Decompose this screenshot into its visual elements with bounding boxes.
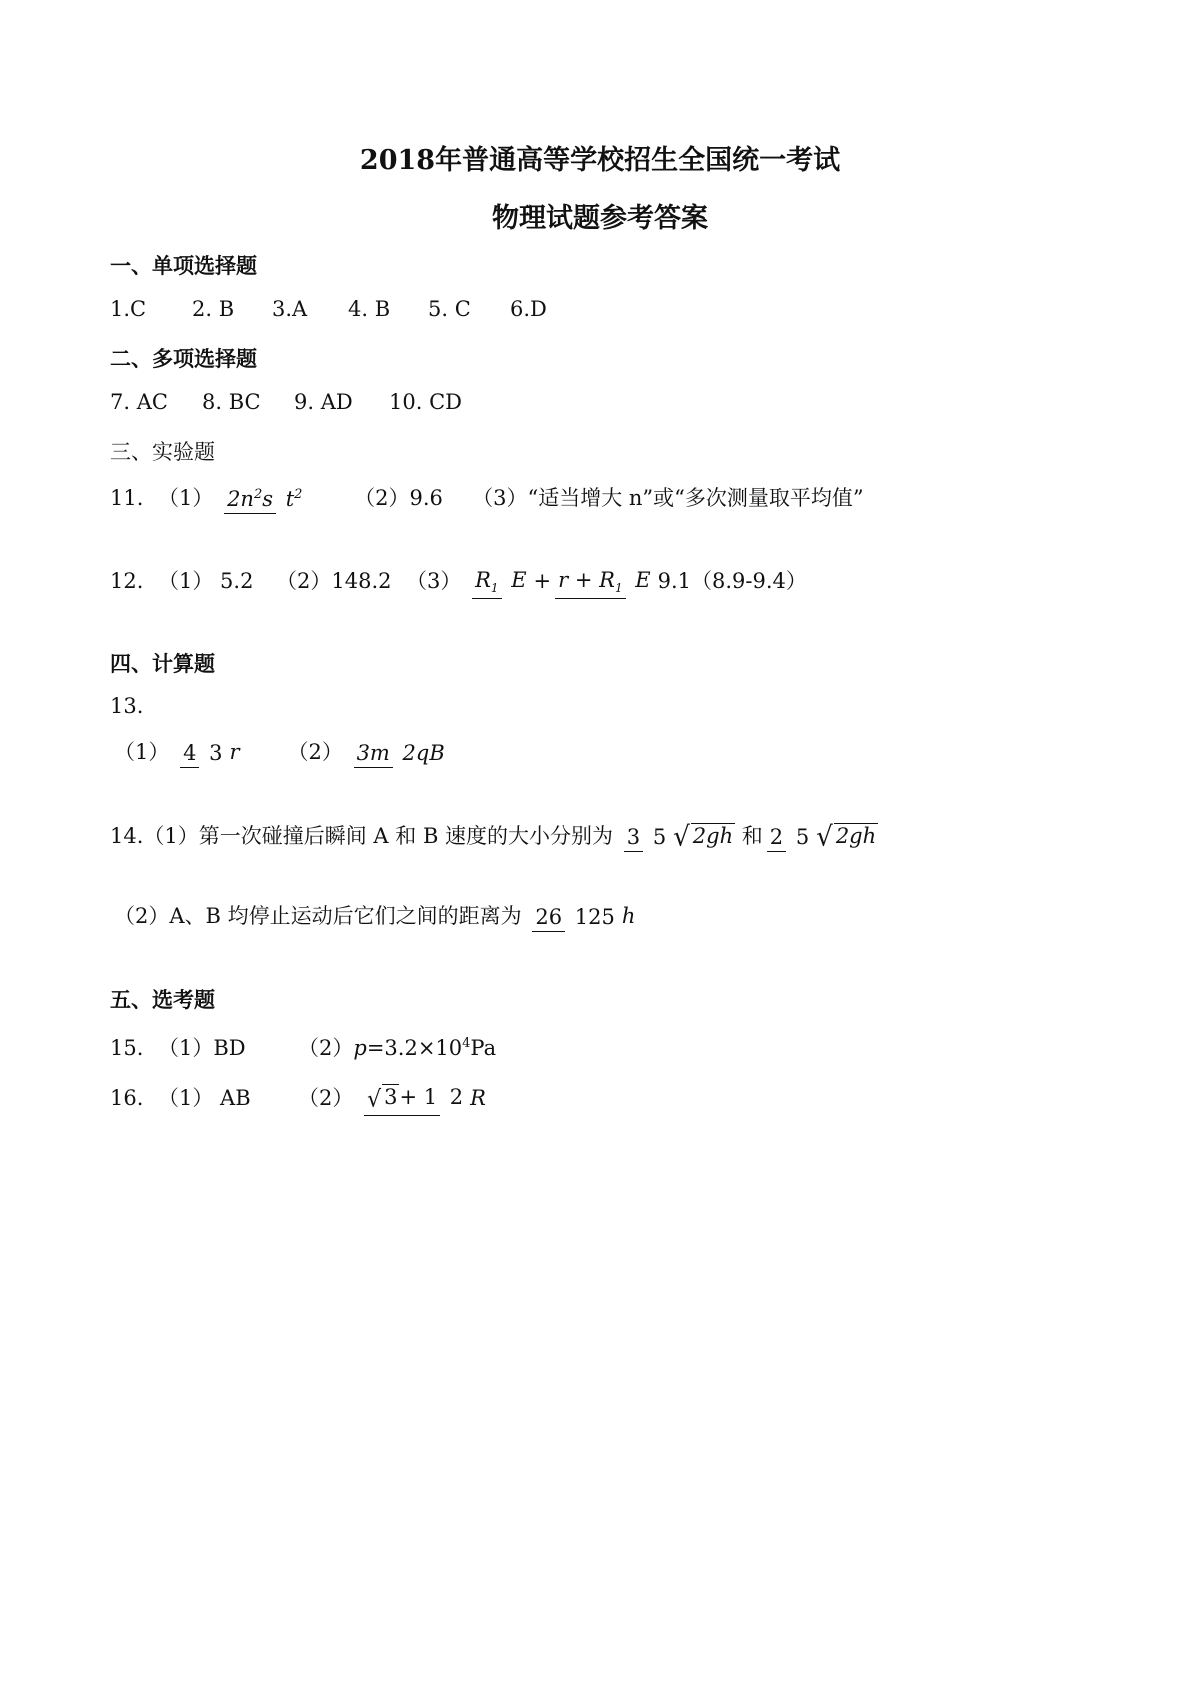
single-choice-answers	[110, 297, 547, 321]
fraction-14-a: 3 5	[624, 823, 669, 852]
answer-13: （1） 4 3 r （2） 3m 2qB	[114, 736, 452, 768]
fraction-12-b: $r + R_1$ E	[555, 566, 653, 599]
part-answer: （1）BD	[158, 1036, 246, 1060]
section-heading-experiment: 三、实验题	[110, 440, 215, 464]
fraction-12-a: $R_1$ E	[472, 566, 529, 599]
question-number: 12.	[110, 569, 144, 593]
fraction-13-2: 3m 2qB	[354, 739, 448, 768]
fraction-14-b: 2 5	[767, 823, 812, 852]
fraction-13-1: 4 3	[180, 739, 225, 768]
section-heading-multiple-choice: 二、多项选择题	[110, 346, 257, 371]
answer-14-part-1: 14.（1）第一次碰撞后瞬间 A 和 B 速度的大小分别为 3 5 √ 2gh 和 2 5 √ 2gh	[110, 821, 877, 853]
answer-item: 4. B	[348, 297, 391, 321]
answer-14-part-2: （2）A、B 均停止运动后它们之间的距离为 26 125 h	[114, 900, 635, 932]
multiple-choice-answers	[110, 390, 462, 414]
section-heading-elective: 五、选考题	[110, 987, 215, 1012]
answer-16: 16. （1） AB （2） √ 3+ 1 2 R	[110, 1082, 486, 1116]
part-label: （3）	[406, 569, 462, 593]
question-number: 15.	[110, 1036, 144, 1060]
page-subtitle: 物理试题参考答案	[492, 203, 708, 234]
answer-item: 8. BC	[202, 390, 261, 414]
section-heading-single-choice: 一、单项选择题	[110, 253, 257, 278]
page-title: 2018年普通高等学校招生全国统一考试	[359, 145, 841, 176]
question-number: 13.	[110, 694, 144, 718]
part-answer: （3）“适当增大 n”或“多次测量取平均值”	[472, 486, 864, 510]
answer-item: 3.A	[272, 297, 308, 321]
answer-item: 6.D	[510, 297, 547, 321]
question-number: 16.	[110, 1086, 144, 1110]
question-number: 11.	[110, 486, 144, 510]
fraction-16: √ 3+ 1 2	[364, 1083, 466, 1115]
part-answer: （1） AB	[158, 1086, 251, 1110]
answer-12: 12. （1） 5.2 （2）148.2 （3） $R_1$ $E + r + R_1$ E 9.1（8.9-9.4）	[110, 565, 807, 599]
part-label: （2）	[287, 740, 343, 764]
answer-item: 10. CD	[389, 390, 462, 414]
answer-item: 9. AD	[294, 390, 353, 414]
section-heading-calculation: 四、计算题	[110, 651, 215, 676]
fraction-11-1: $2n^2s$ $t^2$	[224, 485, 305, 514]
answer-15: 15. （1）BD $(2)p=3.2\times 10^4Pa$	[110, 1032, 496, 1062]
answer-item: 2. B	[192, 297, 235, 321]
part-answer: （1） 5.2	[158, 569, 254, 593]
part-label: （1）	[158, 486, 214, 510]
answer-item: 5. C	[428, 297, 471, 321]
part-answer: （2）9.6	[354, 486, 443, 510]
part-label: （1）	[114, 740, 170, 764]
fraction-14-c: 26 125	[532, 903, 618, 932]
part-answer: 9.1（8.9-9.4）	[657, 569, 807, 593]
answer-item: 7. AC	[110, 390, 168, 414]
answer-item: 1.C	[110, 297, 147, 321]
part-answer: （2）148.2	[276, 569, 392, 593]
answer-11	[110, 482, 864, 514]
